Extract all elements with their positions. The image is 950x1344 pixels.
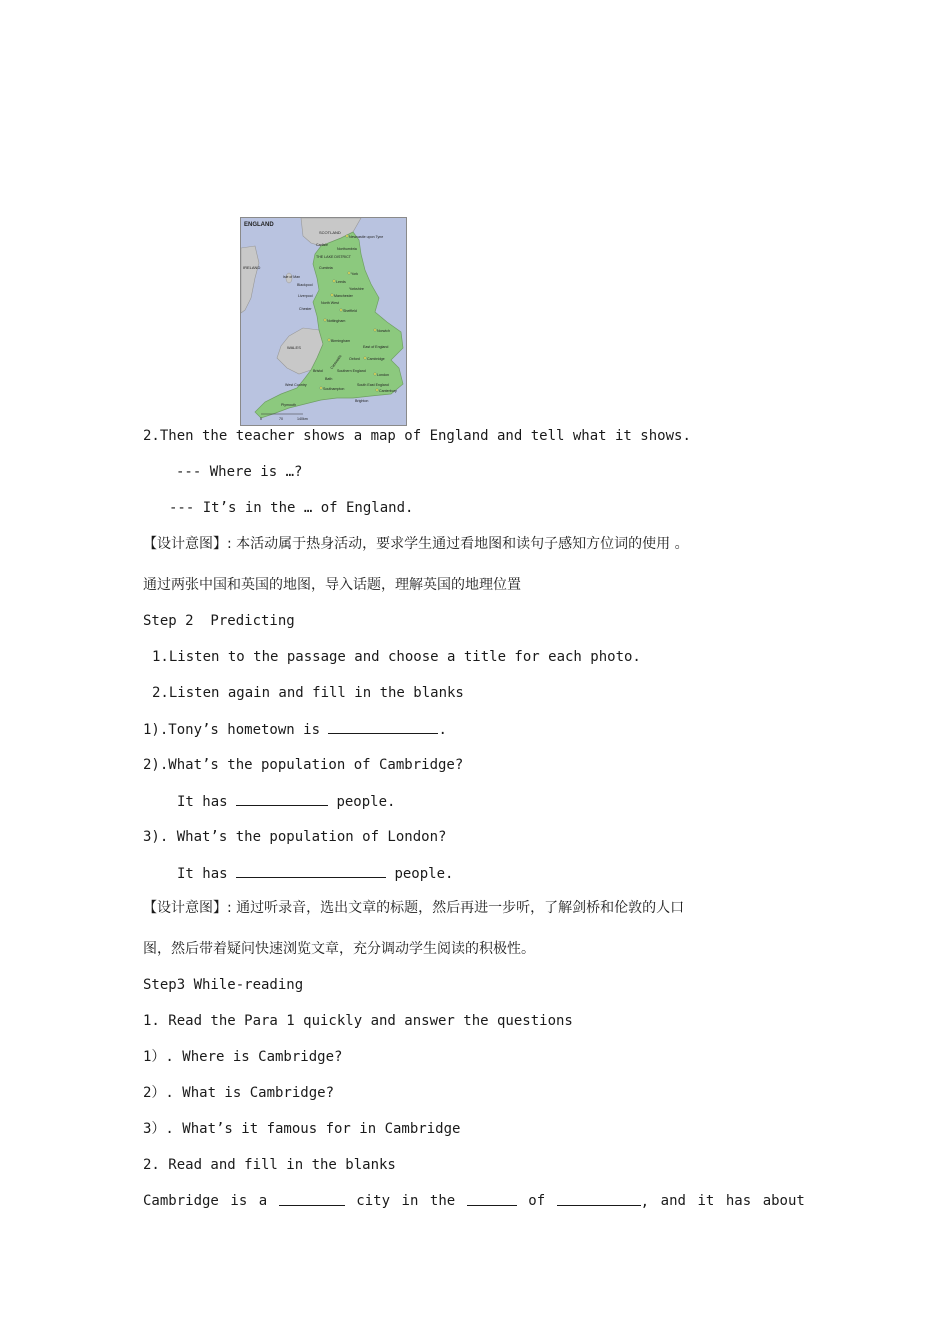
- map-title: ENGLAND: [244, 222, 274, 228]
- map-city: Bristol: [313, 369, 323, 373]
- map-city: Newcastle upon Tyne: [349, 235, 384, 239]
- map-city: Sheffield: [343, 309, 357, 313]
- map-city: Carlisle: [316, 243, 328, 247]
- map-city: Liverpool: [298, 294, 313, 298]
- blank-field[interactable]: [328, 720, 438, 734]
- map-city: Birmingham: [331, 339, 351, 343]
- map-city: Southampton: [323, 387, 345, 391]
- fill-blank-sentence: Cambridge is a city in the of , and it has about: [143, 1193, 805, 1210]
- question-line: It has people.: [177, 866, 454, 882]
- map-city: Chester: [299, 307, 312, 311]
- blank-field[interactable]: [236, 792, 328, 806]
- map-city: Norwich: [377, 329, 390, 333]
- map-city: Northumbria: [337, 247, 357, 251]
- map-city: Cumbria: [319, 266, 333, 270]
- map-city: West Country: [285, 383, 307, 387]
- question-line: 1).Tony’s hometown is .: [143, 722, 447, 738]
- map-city: Brighton: [355, 399, 369, 403]
- section-heading: Step3 While-reading: [143, 977, 304, 993]
- text-line: 1. Read the Para 1 quickly and answer the questions: [143, 1013, 573, 1029]
- map-city: London: [377, 373, 389, 377]
- map-region-wales: WALES: [287, 345, 301, 350]
- map-city: Blackpool: [297, 283, 313, 287]
- map-region-isle-of-man: Isle of Man: [283, 275, 301, 279]
- blank-field[interactable]: [279, 1192, 345, 1206]
- design-intent-2: 【设计意图】: 通过听录音，选出文章的标题，然后再进一步听，了解剑桥和伦敦的人口: [143, 900, 685, 916]
- text-line: 图，然后带着疑问快速浏览文章，充分调动学生阅读的积极性。: [143, 941, 535, 957]
- map-city: Canterbury: [379, 389, 397, 393]
- map-city: East of England: [363, 345, 389, 349]
- text-line: 1.Listen to the passage and choose a title for each photo.: [152, 649, 641, 665]
- blank-field[interactable]: [557, 1192, 641, 1206]
- map-region-ireland: IRELAND: [243, 265, 261, 270]
- map-city: Cambridge: [367, 357, 385, 361]
- map-city: Plymouth: [281, 403, 296, 407]
- map-scale-140: 140km: [297, 417, 308, 421]
- map-city: Nottingham: [327, 319, 346, 323]
- text-line: 2.Listen again and fill in the blanks: [152, 685, 464, 701]
- section-heading: Step 2 Predicting: [143, 613, 295, 629]
- map-city: Oxford: [349, 357, 360, 361]
- map-scale-0: 0: [260, 417, 262, 421]
- map-city: York: [351, 272, 359, 276]
- map-city: Yorkshire: [349, 287, 364, 291]
- text-line: 2）. What is Cambridge?: [143, 1085, 335, 1101]
- text-line: 2. Read and fill in the blanks: [143, 1157, 396, 1173]
- design-intent-1: 【设计意图】: 本活动属于热身活动，要求学生通过看地图和读句子感知方位词的使用 。: [143, 536, 689, 552]
- text-line: 通过两张中国和英国的地图，导入话题，理解英国的地理位置: [143, 577, 521, 593]
- question-line: It has people.: [177, 794, 396, 810]
- map-scale-70: 70: [279, 417, 283, 421]
- england-map: [240, 217, 407, 426]
- england-map-graphic: [241, 218, 406, 425]
- map-city: North West: [321, 301, 339, 305]
- map-region-scotland: SCOTLAND: [319, 230, 341, 235]
- map-city: Bath: [325, 377, 333, 381]
- blank-field[interactable]: [236, 864, 386, 878]
- text-line: 2).What’s the population of Cambridge?: [143, 757, 464, 773]
- text-line: 1）. Where is Cambridge?: [143, 1049, 343, 1065]
- map-city: Cotswolds: [329, 354, 343, 371]
- text-line: 3). What’s the population of London?: [143, 829, 447, 845]
- map-city: Southern England: [337, 369, 366, 373]
- text-line: --- Where is …?: [176, 464, 303, 480]
- map-city: Manchester: [334, 294, 353, 298]
- map-city: South East England: [357, 383, 389, 387]
- text-line: 2.Then the teacher shows a map of England and tell what it shows.: [143, 428, 691, 444]
- map-city: Leeds: [336, 280, 346, 284]
- map-city: THE LAKE DISTRICT: [316, 255, 351, 259]
- text-line: 3）. What’s it famous for in Cambridge: [143, 1121, 461, 1137]
- blank-field[interactable]: [467, 1192, 517, 1206]
- text-line: --- It’s in the … of England.: [169, 500, 414, 516]
